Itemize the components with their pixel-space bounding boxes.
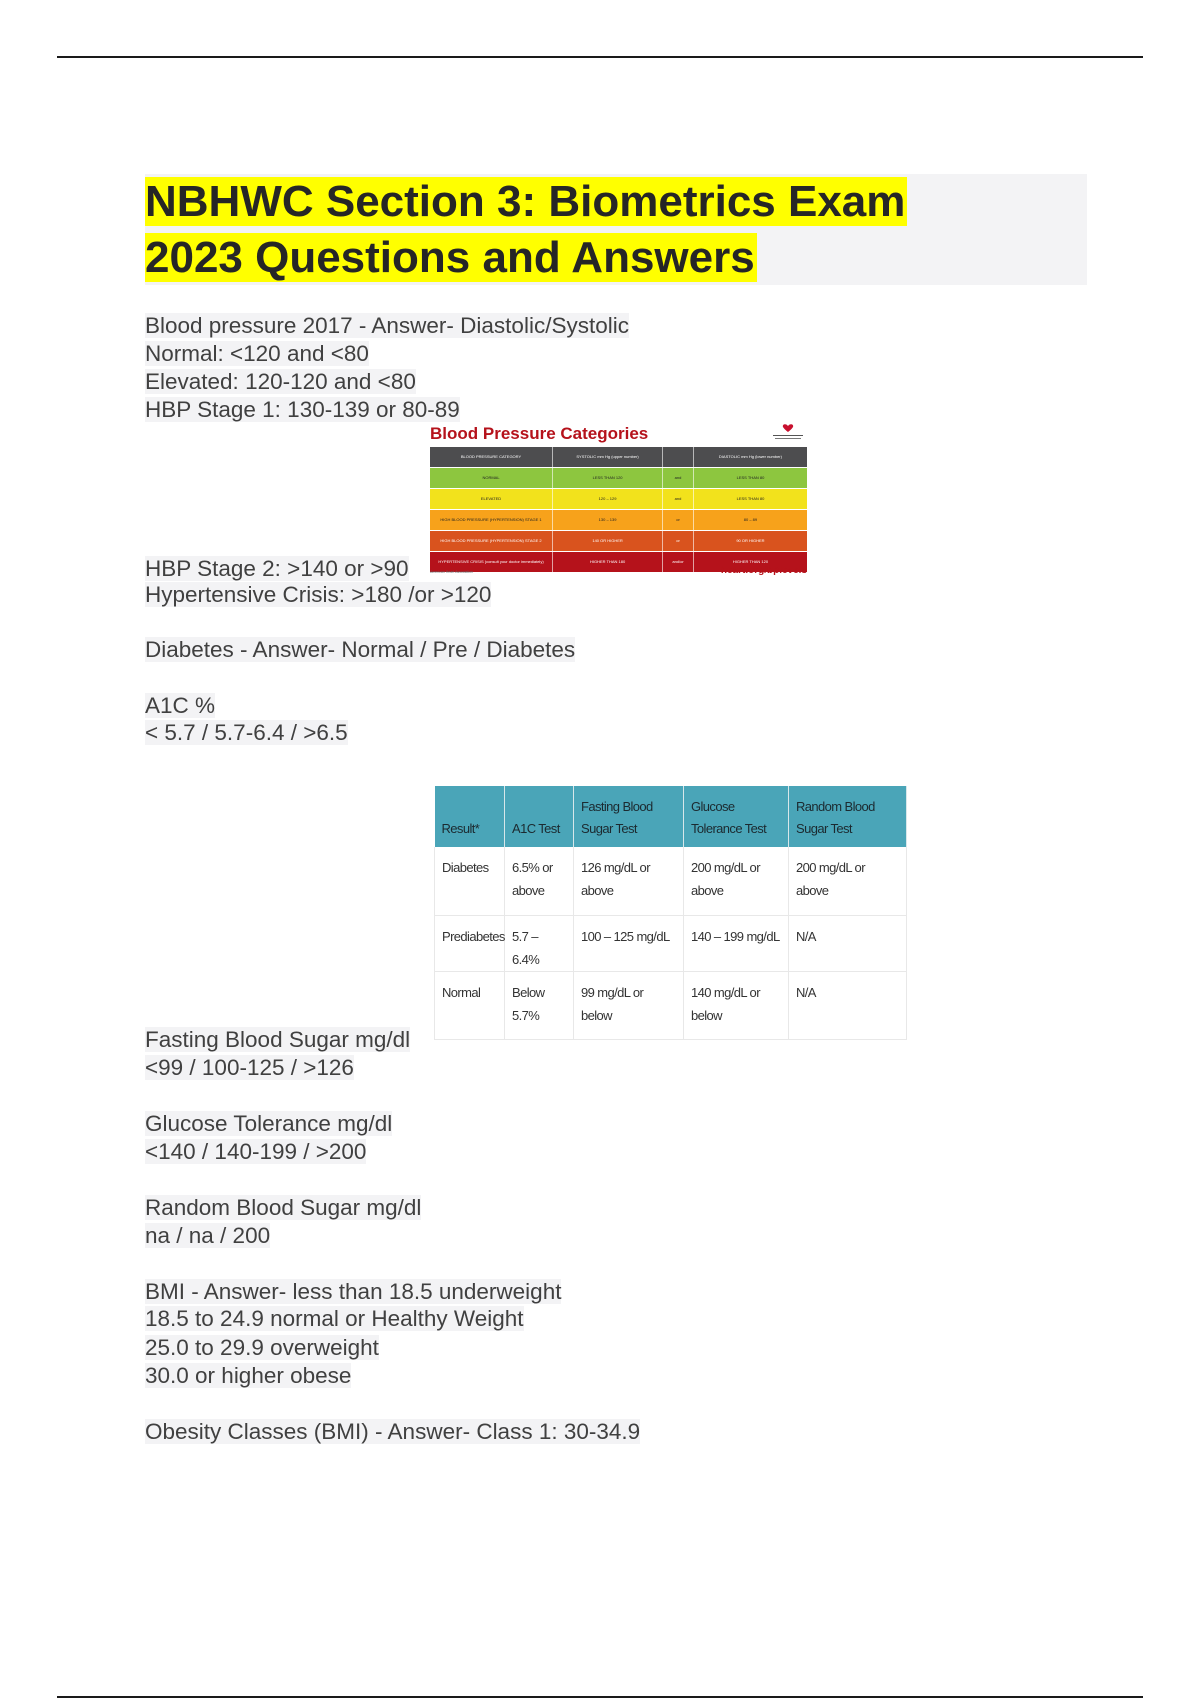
bp-stage2: HBP Stage 2: >140 or >90 xyxy=(145,556,409,581)
bp-cell: ELEVATED xyxy=(430,489,553,509)
table-cell: Diabetes xyxy=(435,847,505,915)
bp-chart-credit: American Heart Association xyxy=(430,570,473,574)
gt-values: <140 / 140-199 / >200 xyxy=(145,1139,367,1164)
table-cell: 100 – 125 mg/dL xyxy=(574,915,684,971)
top-rule xyxy=(57,56,1143,58)
bp-cell xyxy=(663,447,694,467)
bp-elevated: Elevated: 120-120 and <80 xyxy=(145,369,416,394)
table-cell: 140 – 199 mg/dL xyxy=(684,915,789,971)
blood-pressure-chart xyxy=(430,423,807,576)
table-cell: N/A xyxy=(789,971,907,1039)
page-title xyxy=(145,174,907,286)
bp-row xyxy=(430,468,807,489)
bp-cell: 140 OR HIGHER xyxy=(553,531,663,551)
bp-cell: DIASTOLIC mm Hg (lower number) xyxy=(718,454,782,459)
a1c-values: < 5.7 / 5.7-6.4 / >6.5 xyxy=(145,720,348,745)
table-row xyxy=(435,915,907,971)
rbs-label: Random Blood Sugar mg/dl xyxy=(145,1195,422,1220)
diabetes-table-header: Result* xyxy=(435,786,505,847)
bmi-question: BMI - Answer- less than 18.5 underweight xyxy=(145,1279,562,1304)
fbs-label: Fasting Blood Sugar mg/dl xyxy=(145,1027,411,1052)
bp-cell: and xyxy=(663,489,694,509)
bp-cell: and xyxy=(663,468,694,488)
table-cell: 200 mg/dL or above xyxy=(684,847,789,915)
bp-stage1: HBP Stage 1: 130-139 or 80-89 xyxy=(145,397,460,422)
table-cell: Normal xyxy=(435,971,505,1039)
bottom-rule xyxy=(57,1696,1143,1698)
diabetes-question: Diabetes - Answer- Normal / Pre / Diabetes xyxy=(145,637,576,662)
bp-question: Blood pressure 2017 - Answer- Diastolic/Systolic xyxy=(145,313,629,338)
bp-cell: 80 – 89 xyxy=(743,517,758,522)
diabetes-table-header: A1C Test xyxy=(505,786,574,847)
diabetes-table xyxy=(434,786,907,1040)
table-row xyxy=(435,971,907,1039)
bp-cell: HIGH BLOOD PRESSURE (HYPERTENSION) STAGE 1 xyxy=(430,510,553,530)
title-line-1: NBHWC Section 3: Biometrics Exam xyxy=(145,177,906,226)
bp-cell: HIGH BLOOD PRESSURE (HYPERTENSION) STAGE 2 xyxy=(430,531,553,551)
bp-cell: or xyxy=(663,531,694,551)
bp-cell: HYPERTENSIVE CRISIS (consult your doctor immediately) xyxy=(430,552,553,572)
rbs-values: na / na / 200 xyxy=(145,1223,271,1248)
diabetes-table-header: Glucose Tolerance Test xyxy=(684,786,789,847)
bp-cell: BLOOD PRESSURE CATEGORY xyxy=(430,447,553,467)
bmi-normal: 18.5 to 24.9 normal or Healthy Weight xyxy=(145,1306,524,1331)
bmi-overweight: 25.0 to 29.9 overweight xyxy=(145,1335,379,1360)
heart-association-logo-icon xyxy=(771,423,805,441)
bp-cell: LESS THAN 80 xyxy=(736,475,765,480)
table-cell: 6.5% or above xyxy=(505,847,574,915)
diabetes-table-header-row xyxy=(435,786,907,847)
bp-cell: SYSTOLIC mm Hg (upper number) xyxy=(553,447,663,467)
bp-header-row xyxy=(430,447,807,468)
table-row xyxy=(435,847,907,915)
bp-cell: NORMAL xyxy=(430,468,553,488)
gt-label: Glucose Tolerance mg/dl xyxy=(145,1111,393,1136)
table-cell: 200 mg/dL or above xyxy=(789,847,907,915)
bp-cell: 120 – 129 xyxy=(553,489,663,509)
bp-cell: LESS THAN 120 xyxy=(553,468,663,488)
table-cell: 126 mg/dL or above xyxy=(574,847,684,915)
bp-cell: and/or xyxy=(663,552,694,572)
table-cell: 140 mg/dL or below xyxy=(684,971,789,1039)
fbs-values: <99 / 100-125 / >126 xyxy=(145,1055,354,1080)
bp-chart-title: Blood Pressure Categories xyxy=(430,424,649,443)
table-cell: 99 mg/dL or below xyxy=(574,971,684,1039)
bp-cell: 130 – 139 xyxy=(553,510,663,530)
bp-cell: 90 OR HIGHER xyxy=(736,538,765,543)
obesity-question: Obesity Classes (BMI) - Answer- Class 1: 30-34.9 xyxy=(145,1419,641,1444)
bmi-obese: 30.0 or higher obese xyxy=(145,1363,352,1388)
bp-row xyxy=(430,531,807,552)
a1c-label: A1C % xyxy=(145,693,216,718)
bp-cell: HIGHER THAN 120 xyxy=(732,559,769,564)
table-cell: Prediabetes xyxy=(435,915,505,971)
bp-normal: Normal: <120 and <80 xyxy=(145,341,369,366)
bp-crisis: Hypertensive Crisis: >180 /or >120 xyxy=(145,582,492,607)
bp-cell: LESS THAN 80 xyxy=(736,496,765,501)
bp-row xyxy=(430,489,807,510)
bp-cell: HIGHER THAN 180 xyxy=(553,552,663,572)
bp-row xyxy=(430,510,807,531)
table-cell: 5.7 – 6.4% xyxy=(505,915,574,971)
diabetes-table-header: Random Blood Sugar Test xyxy=(789,786,907,847)
bp-chart-table xyxy=(430,447,807,573)
table-cell: N/A xyxy=(789,915,907,971)
diabetes-table-header: Fasting Blood Sugar Test xyxy=(574,786,684,847)
table-cell: Below 5.7% xyxy=(505,971,574,1039)
title-line-2: 2023 Questions and Answers xyxy=(145,233,755,282)
bp-cell: or xyxy=(663,510,694,530)
bp-chart-footer-link: heart.org/bplevels xyxy=(720,565,807,576)
